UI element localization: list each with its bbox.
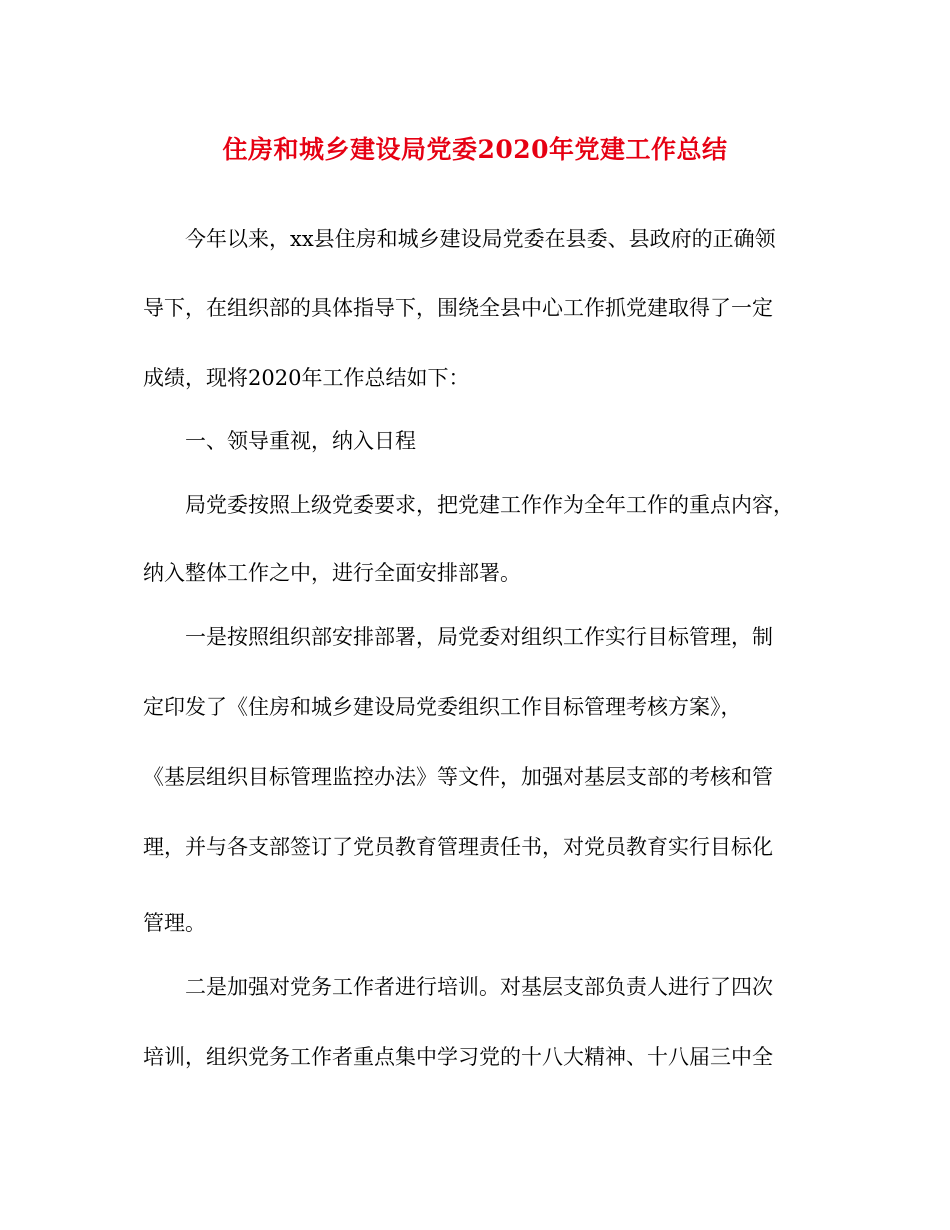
paragraph-line: 二是加强对党务工作者进行培训。对基层支部负责人进行了四次 — [185, 975, 773, 999]
paragraph-line: 局党委按照上级党委要求，把党建工作作为全年工作的重点内容， — [185, 493, 794, 517]
paragraph-line: 一是按照组织部安排部署，局党委对组织工作实行目标管理，制 — [185, 625, 773, 649]
document-title: 住房和城乡建设局党委2020年党建工作总结 — [222, 135, 728, 164]
paragraph-line: 《基层组织目标管理监控办法》等文件，加强对基层支部的考核和管 — [143, 765, 773, 789]
paragraph-line: 导下，在组织部的具体指导下，围绕全县中心工作抓党建取得了一定 — [143, 296, 773, 320]
paragraph-line: 今年以来，xx县住房和城乡建设局党委在县委、县政府的正确领 — [185, 227, 776, 251]
section-heading: 一、领导重视，纳入日程 — [185, 429, 416, 453]
paragraph-line: 定印发了《住房和城乡建设局党委组织工作目标管理考核方案》， — [143, 695, 742, 719]
paragraph-line: 管理。 — [143, 911, 206, 935]
paragraph-line: 成绩，现将2020年工作总结如下： — [143, 366, 470, 390]
paragraph-line: 理，并与各支部签订了党员教育管理责任书，对党员教育实行目标化 — [143, 835, 773, 859]
paragraph-line: 纳入整体工作之中，进行全面安排部署。 — [143, 561, 521, 585]
paragraph-line: 培训，组织党务工作者重点集中学习党的十八大精神、十八届三中全 — [143, 1045, 773, 1069]
